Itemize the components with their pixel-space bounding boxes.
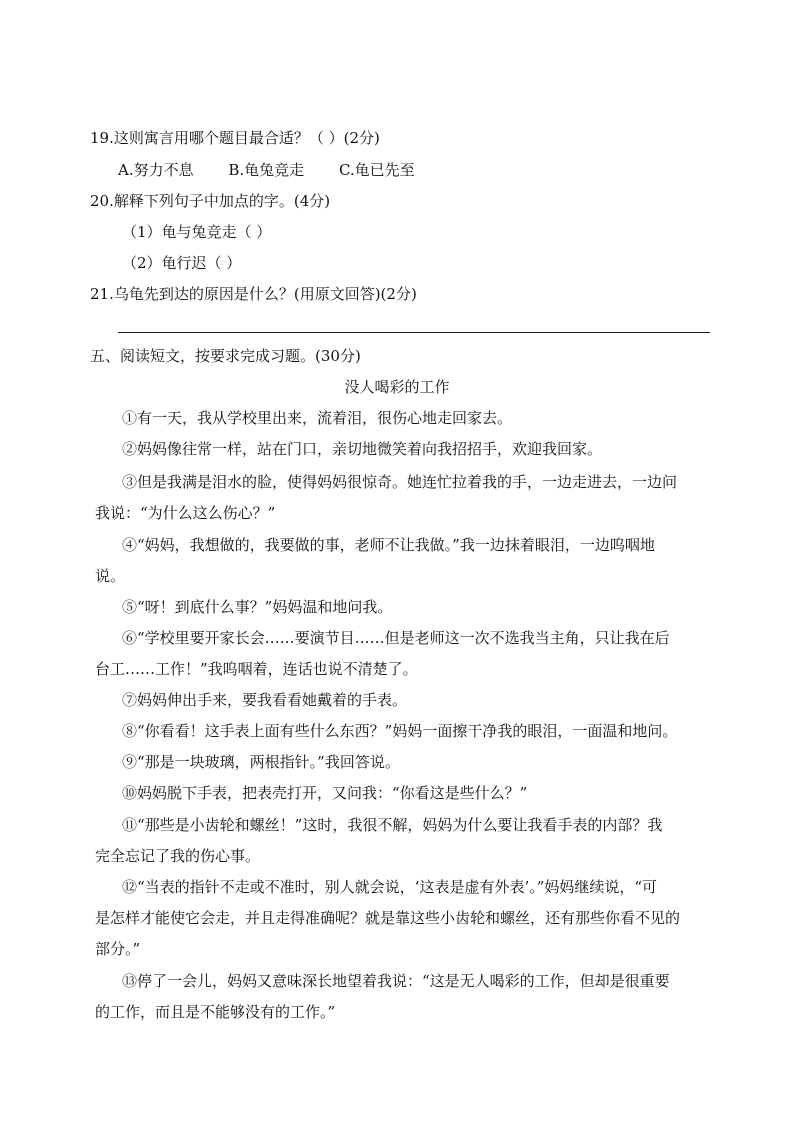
passage-title: 没人喝彩的工作 xyxy=(344,378,450,396)
question-20-item-2: （2）龟行迟（ ） xyxy=(122,254,242,272)
paragraph-9: ⑨“那是一块玻璃，两根指针。”我回答说。 xyxy=(122,753,400,771)
section-5-heading: 五、阅读短文，按要求完成习题。(30分) xyxy=(90,347,361,365)
paragraph-3-line-2: 我说：“为什么这么伤心？” xyxy=(95,504,276,522)
question-20: 20.解释下列句子中加点的字。(4分) xyxy=(90,192,331,210)
paragraph-8: ⑧“你看看！这手表上面有些什么东西？”妈妈一面擦干净我的眼泪，一面温和地问。 xyxy=(122,722,678,740)
option-a: A.努力不息 xyxy=(118,161,194,179)
paragraph-10: ⑩妈妈脱下手表，把表壳打开，又问我：“你看这是些什么？” xyxy=(122,784,528,802)
paragraph-7: ⑦妈妈伸出手来，要我看看她戴着的手表。 xyxy=(122,691,408,709)
paragraph-2: ②妈妈像往常一样，站在门口，亲切地微笑着向我招招手，欢迎我回家。 xyxy=(122,440,603,458)
question-19: 19.这则寓言用哪个题目最合适？（ ）(2分) xyxy=(90,129,380,147)
question-19-options xyxy=(118,160,445,180)
paragraph-11-line-2: 完全忘记了我的伤心事。 xyxy=(95,847,261,865)
paragraph-4-line-1: ④“妈妈，我想做的，我要做的事，老师不让我做。”我一边抹着眼泪，一边呜咽地 xyxy=(122,536,655,554)
paragraph-1: ①有一天，我从学校里出来，流着泪，很伤心地走回家去。 xyxy=(122,409,513,427)
paragraph-6-line-1: ⑥“学校里要开家长会……要演节目……但是老师这一次不选我当主角，只让我在后 xyxy=(122,629,670,647)
question-20-item-1: （1）龟与兔竞走（ ） xyxy=(122,223,272,241)
paragraph-12-line-2: 是怎样才能使它会走，并且走得准确呢？就是靠这些小齿轮和螺丝，还有那些你看不见的 xyxy=(95,909,681,927)
paragraph-3-line-1: ③但是我满是泪水的脸，使得妈妈很惊奇。她连忙拉着我的手，一边走进去，一边问 xyxy=(122,473,678,491)
paragraph-13-line-2: 的工作，而且是不能够没有的工作。” xyxy=(95,1003,336,1021)
paragraph-12-line-1: ⑫“当表的指针不走或不准时，别人就会说，‘这表是虚有外表’。”妈妈继续说，“可 xyxy=(122,878,658,896)
paragraph-12-line-3: 部分。” xyxy=(95,940,141,958)
paragraph-13-line-1: ⑬停了一会儿，妈妈又意味深长地望着我说：“这是无人喝彩的工作，但却是很重要 xyxy=(122,972,670,990)
question-21: 21.乌龟先到达的原因是什么？(用原文回答)(2分) xyxy=(90,285,417,303)
paragraph-4-line-2: 说。 xyxy=(95,567,126,585)
option-b: B.龟兔竞走 xyxy=(228,161,305,179)
paragraph-6-line-2: 台工……工作！”我呜咽着，连话也说不清楚了。 xyxy=(95,660,418,678)
paragraph-5: ⑤“呀！到底什么事？”妈妈温和地问我。 xyxy=(122,598,393,616)
answer-line[interactable] xyxy=(118,332,710,333)
option-c: C.龟已先至 xyxy=(338,161,415,179)
paragraph-11-line-1: ⑪“那些是小齿轮和螺丝！”这时，我很不解，妈妈为什么要让我看手表的内部？我 xyxy=(122,816,663,834)
